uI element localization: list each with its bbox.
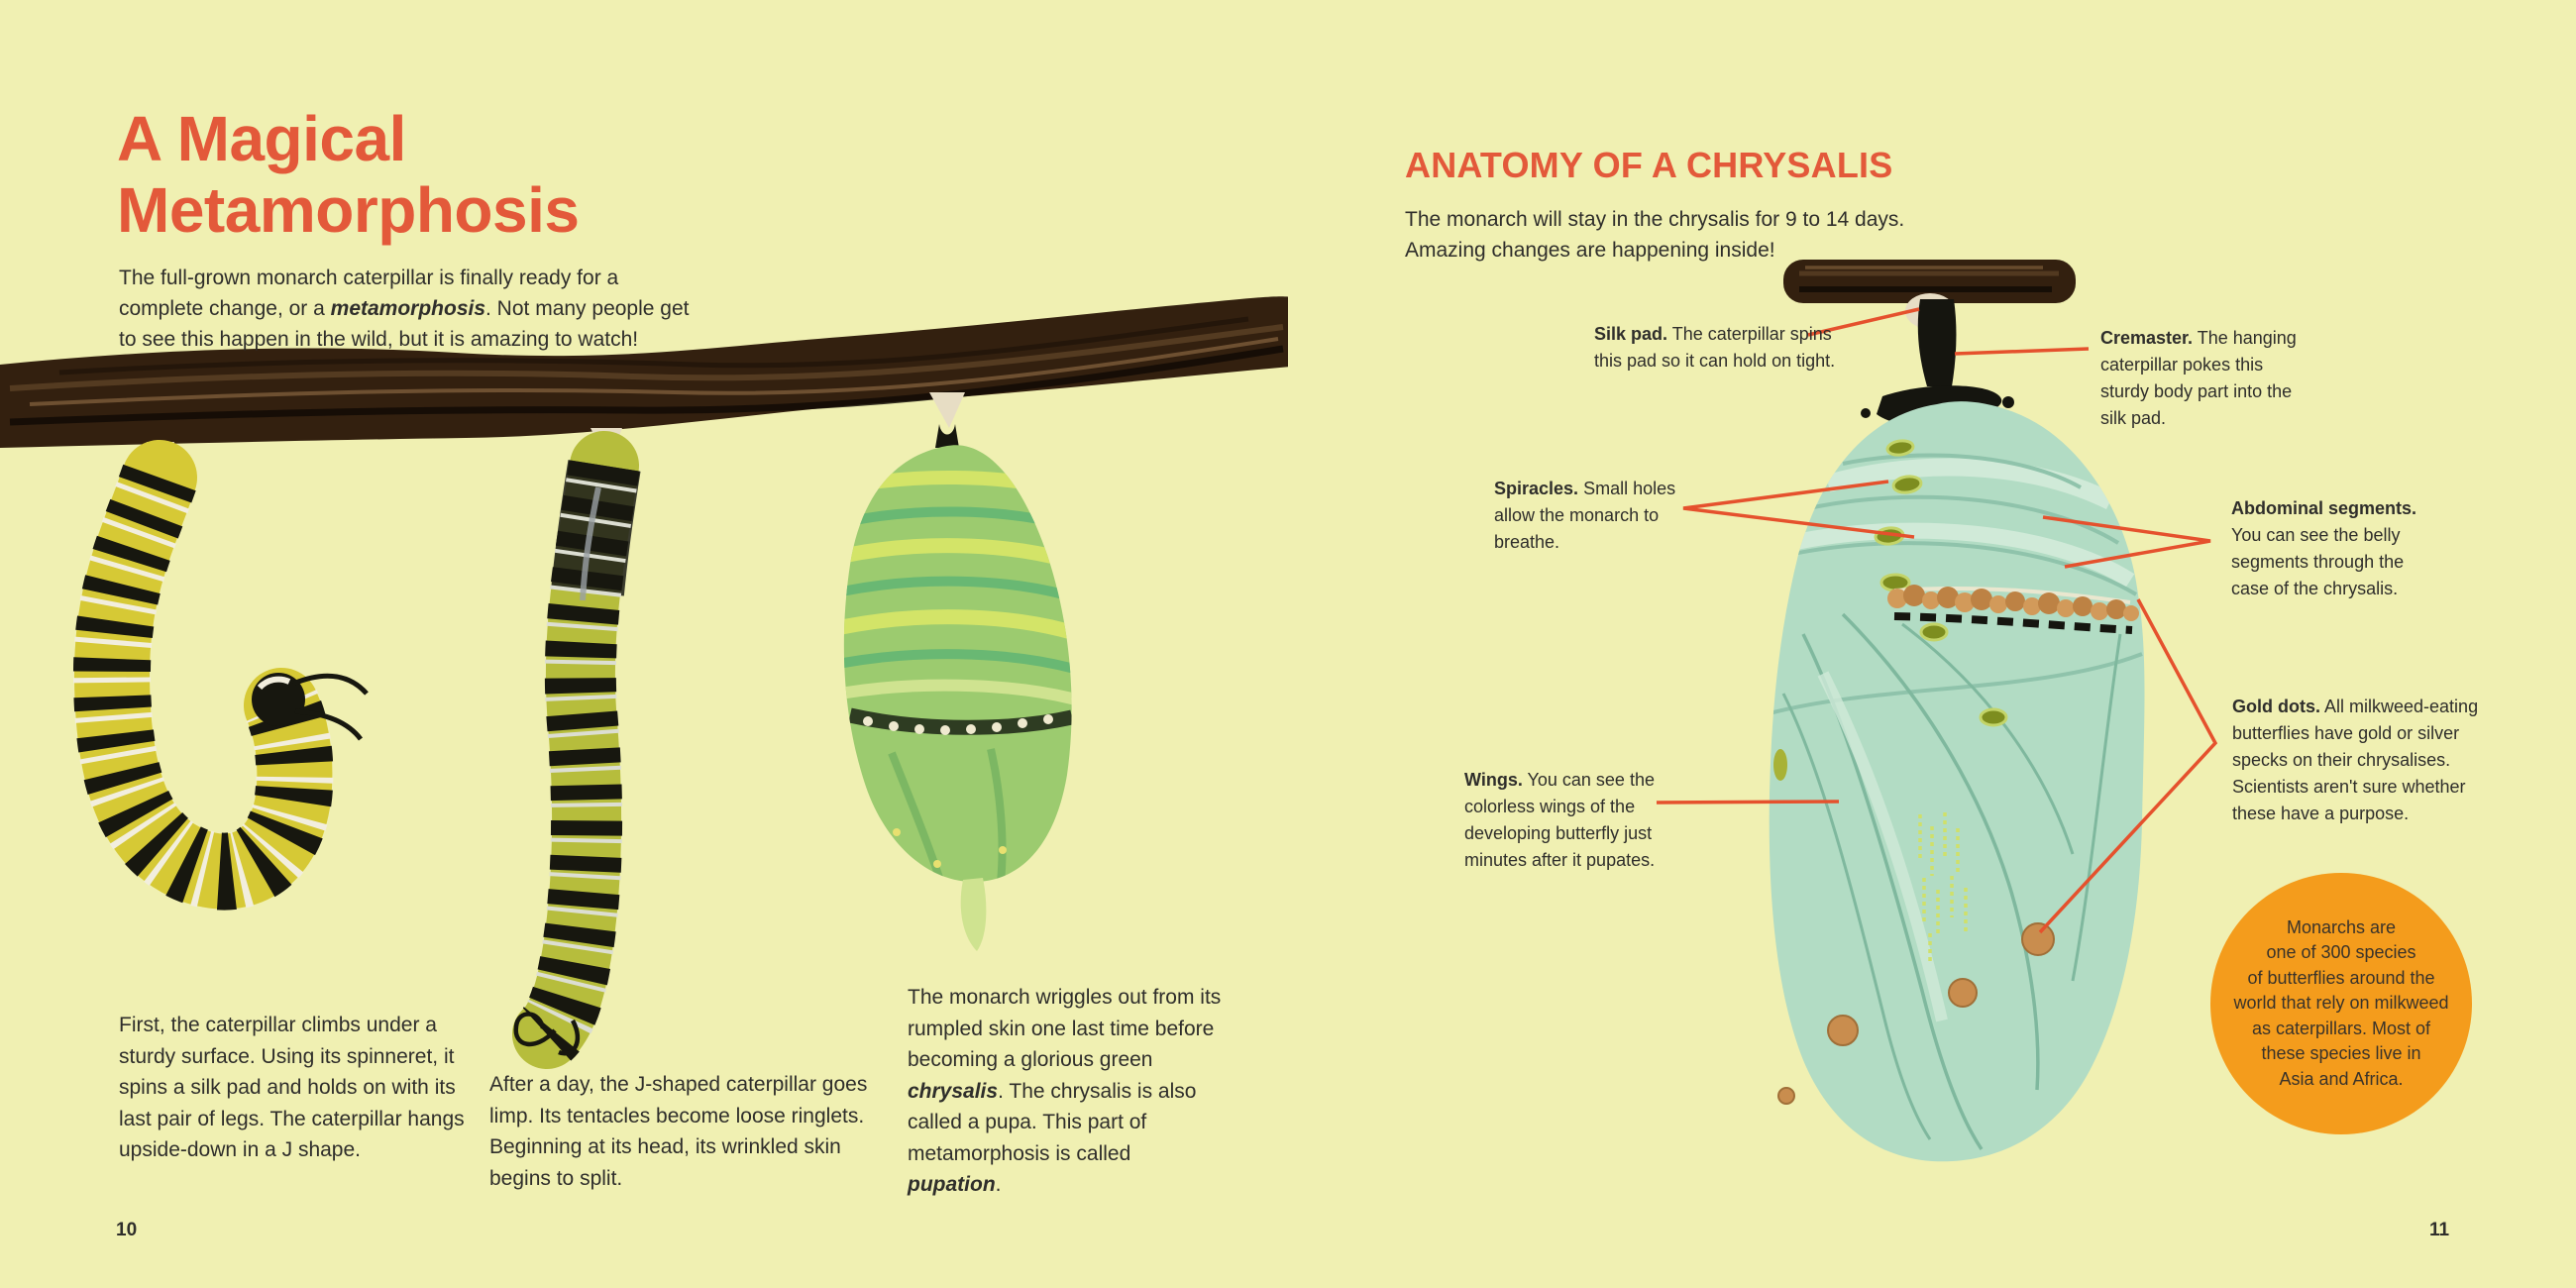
section-title: ANATOMY OF A CHRYSALIS bbox=[1405, 145, 1893, 185]
page-title-line2: Metamorphosis bbox=[117, 174, 580, 246]
fact-circle-line: as caterpillars. Most of bbox=[2251, 1018, 2431, 1038]
right-page bbox=[1288, 0, 2576, 1288]
caption-step2: After a day, the J-shaped caterpillar goes limp. Its tentacles become loose ringlets. Beginning at its head, its wrinkled skin begins to split. bbox=[489, 1073, 868, 1190]
caption-step3 bbox=[908, 982, 1227, 1201]
fact-circle-line: these species live in bbox=[2261, 1043, 2421, 1064]
intro-text-end: . Not many people get to see this happen in the wild, but it is amazing to watch! bbox=[119, 297, 690, 351]
label-gold-dots-term: Gold dots. bbox=[2232, 697, 2320, 716]
label-gold-dots-text: All milkweed-eating butterflies have gold or silver specks on their chrysalises. Scientists aren't sure whether these have a purpose. bbox=[2232, 697, 2479, 823]
label-wings-text: You can see the colorless wings of the developing butterfly just minutes after it pupates. bbox=[1464, 770, 1656, 870]
label-abdominal-segments-term: Abdominal segments. bbox=[2231, 498, 2417, 518]
fact-circle-line: one of 300 species bbox=[2266, 942, 2416, 963]
label-spiracles-term: Spiracles. bbox=[1494, 479, 1579, 498]
label-silk-pad-term: Silk pad. bbox=[1594, 324, 1668, 344]
chrysalis-body-illustration bbox=[1770, 401, 2145, 1161]
label-wings bbox=[1464, 767, 1658, 874]
caterpillar-j-shape-illustration bbox=[112, 442, 367, 872]
intro-emphasis: metamorphosis bbox=[330, 297, 486, 320]
caption-step3-text: The monarch wriggles out from its rumpled skin one last time before becoming a glorious green bbox=[908, 986, 1222, 1071]
fact-circle-line: of butterflies around the bbox=[2247, 967, 2435, 988]
label-cremaster bbox=[2100, 325, 2316, 432]
intro-text: The full-grown monarch caterpillar is finally ready for a complete change, or a bbox=[119, 267, 619, 320]
label-wings-term: Wings. bbox=[1464, 770, 1523, 790]
label-cremaster-text: The hanging caterpillar pokes this sturdy body part into the silk pad. bbox=[2100, 328, 2297, 428]
label-spiracles bbox=[1494, 476, 1697, 556]
caption-step3-text2: . The chrysalis is also called a pupa. This part of metamorphosis is called bbox=[908, 1079, 1197, 1165]
label-spiracles-text: Small holes allow the monarch to breathe. bbox=[1494, 479, 1676, 552]
label-cremaster-term: Cremaster. bbox=[2100, 328, 2194, 348]
label-silk-pad-text: The caterpillar spins this pad so it can hold on tight. bbox=[1594, 324, 1836, 371]
fact-circle-line: Monarchs are bbox=[2286, 916, 2397, 937]
leader-line-wings bbox=[1657, 802, 1839, 803]
subtitle-line2: Amazing changes are happening inside! bbox=[1405, 239, 1775, 262]
page-title-line1: A Magical bbox=[117, 103, 406, 174]
fact-circle bbox=[2210, 873, 2472, 1134]
caterpillar-limp-illustration bbox=[516, 428, 622, 1053]
page-title bbox=[117, 103, 579, 246]
intro-paragraph bbox=[119, 263, 692, 355]
fact-circle-line: world that rely on milkweed bbox=[2233, 993, 2449, 1014]
page-number-right: 11 bbox=[2429, 1220, 2450, 1240]
caption-step1: First, the caterpillar climbs under a sturdy surface. Using its spinneret, it spins a silk pad and holds on with its last pair of legs. The caterpillar hangs upside-down in a J shape. bbox=[119, 1014, 465, 1161]
page-number-left: 10 bbox=[116, 1220, 138, 1240]
fact-circle-line: Asia and Africa. bbox=[2279, 1068, 2404, 1089]
caption-step3-emphasis-pupation: pupation bbox=[908, 1173, 996, 1196]
caption-step3-emphasis-chrysalis: chrysalis bbox=[908, 1079, 999, 1103]
chrysalis-small-illustration bbox=[837, 392, 1078, 951]
caption-step3-text3: . bbox=[995, 1173, 1002, 1196]
label-gold-dots bbox=[2232, 694, 2480, 827]
subtitle-line1: The monarch will stay in the chrysalis for 9 to 14 days. bbox=[1405, 208, 1905, 231]
label-abdominal-segments-text: You can see the belly segments through the case of the chrysalis. bbox=[2231, 525, 2405, 598]
label-abdominal-segments bbox=[2231, 495, 2429, 602]
label-silk-pad bbox=[1594, 321, 1844, 375]
section-subtitle bbox=[1405, 204, 1904, 266]
leader-line-cremaster bbox=[1955, 349, 2089, 354]
